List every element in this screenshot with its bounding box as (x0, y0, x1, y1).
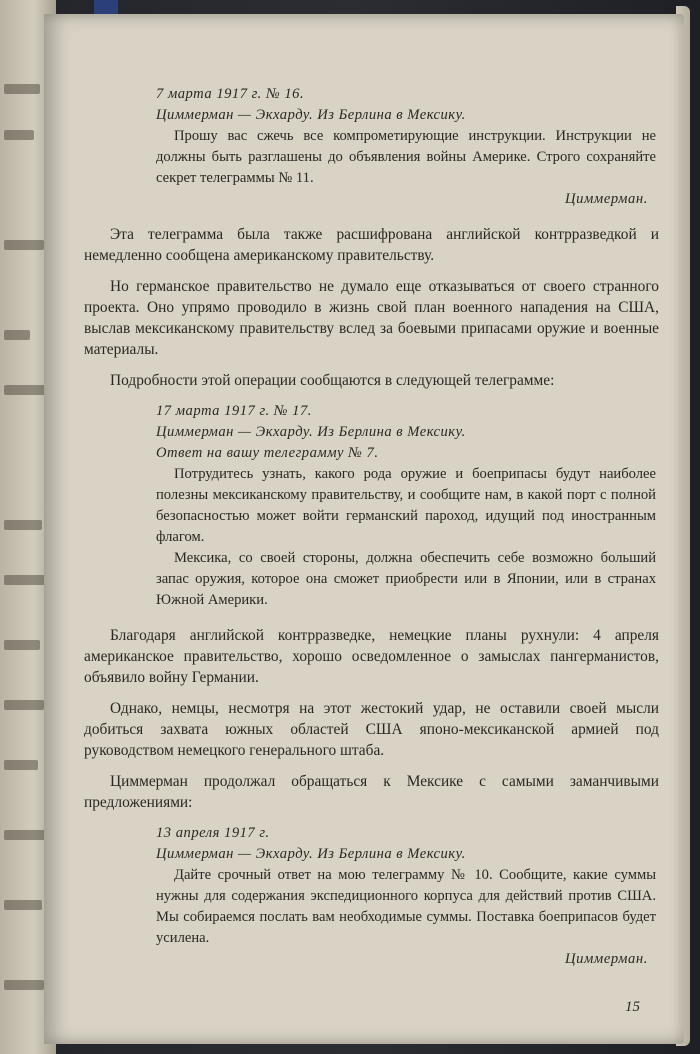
telegram-body: Потрудитесь узнать, какого рода оружие и боеприпасы будут наиболее полезны мексиканскому правительству, и сообщите нам, в какой порт с полной безопасностью может войти германский пароход, идущий под иностранным флагом. (156, 466, 656, 545)
paragraph: Благодаря английской контрразведке, немецкие планы рухнули: 4 апреля американское правительство, хорошо осведомленное о замыслах пангерманистов, объявило войну Германии. (84, 627, 659, 686)
telegram-route: Циммерман — Экхарду. Из Берлина в Мексику. (156, 846, 466, 862)
prev-text-fragment (4, 130, 34, 140)
prev-text-fragment (4, 700, 44, 710)
telegram-signature: Циммерман. (564, 951, 648, 967)
telegram-route: Циммерман — Экхарду. Из Берлина в Мексику. (156, 107, 466, 123)
telegram-date: 17 марта 1917 г. № 17. (156, 403, 312, 419)
paragraph: Но германское правительство не думало еще отказываться от своего странного проекта. Оно упрямо проводило в жизнь свой план военного нападения на США, выслав мексиканскому правительству вслед за боевыми припасами оружие и военные материалы. (84, 278, 659, 358)
telegram-17 (156, 401, 656, 611)
prev-text-fragment (4, 830, 46, 840)
telegram-16 (156, 84, 656, 210)
prev-text-fragment (4, 84, 40, 94)
telegram-body: Прошу вас сжечь все компрометирующие инструкции. Инструкции не должны быть разглашены до объявления войны Америке. Строго сохраняйте секрет телеграммы № 11. (156, 128, 656, 186)
paragraph: Подробности этой операции сообщаются в следующей телеграмме: (110, 372, 555, 389)
telegram-reply: Ответ на вашу телеграмму № 7. (156, 445, 379, 461)
telegram-apr13 (156, 823, 656, 970)
prev-text-fragment (4, 760, 38, 770)
prev-text-fragment (4, 575, 48, 585)
prev-text-fragment (4, 520, 42, 530)
paragraph: Циммерман продолжал обращаться к Мексике с самыми заманчивыми предложениями: (84, 773, 659, 811)
telegram-date: 13 апреля 1917 г. (156, 825, 270, 841)
telegram-body: Мексика, со своей стороны, должна обеспечить себе возможно больший запас оружия, которое она сможет приобрести или в Японии, или в странах Южной Америки. (156, 550, 656, 608)
page-content (84, 84, 659, 970)
prev-text-fragment (4, 980, 44, 990)
paragraph: Эта телеграмма была также расшифрована английской контрразведкой и немедленно сообщена американскому правительству. (84, 226, 659, 264)
prev-text-fragment (4, 330, 30, 340)
page-number: 15 (625, 999, 640, 1015)
book-page (44, 14, 684, 1044)
paragraph: Однако, немцы, несмотря на этот жестокий удар, не оставили своей мысли добиться захвата южных областей США японо-мексиканской армией под руководством немецкого генерального штаба. (84, 700, 659, 759)
telegram-date: 7 марта 1917 г. № 16. (156, 86, 305, 102)
prev-text-fragment (4, 240, 44, 250)
telegram-route: Циммерман — Экхарду. Из Берлина в Мексику. (156, 424, 466, 440)
telegram-signature: Циммерман. (564, 191, 648, 207)
prev-text-fragment (4, 640, 40, 650)
prev-text-fragment (4, 900, 42, 910)
telegram-body: Дайте срочный ответ на мою телеграмму № 10. Сообщите, какие суммы нужны для содержания экспедиционного корпуса для действий против США. Мы собираемся послать вам необходимые суммы. Поставка боеприпасов будет усилена. (156, 867, 656, 946)
prev-text-fragment (4, 385, 46, 395)
